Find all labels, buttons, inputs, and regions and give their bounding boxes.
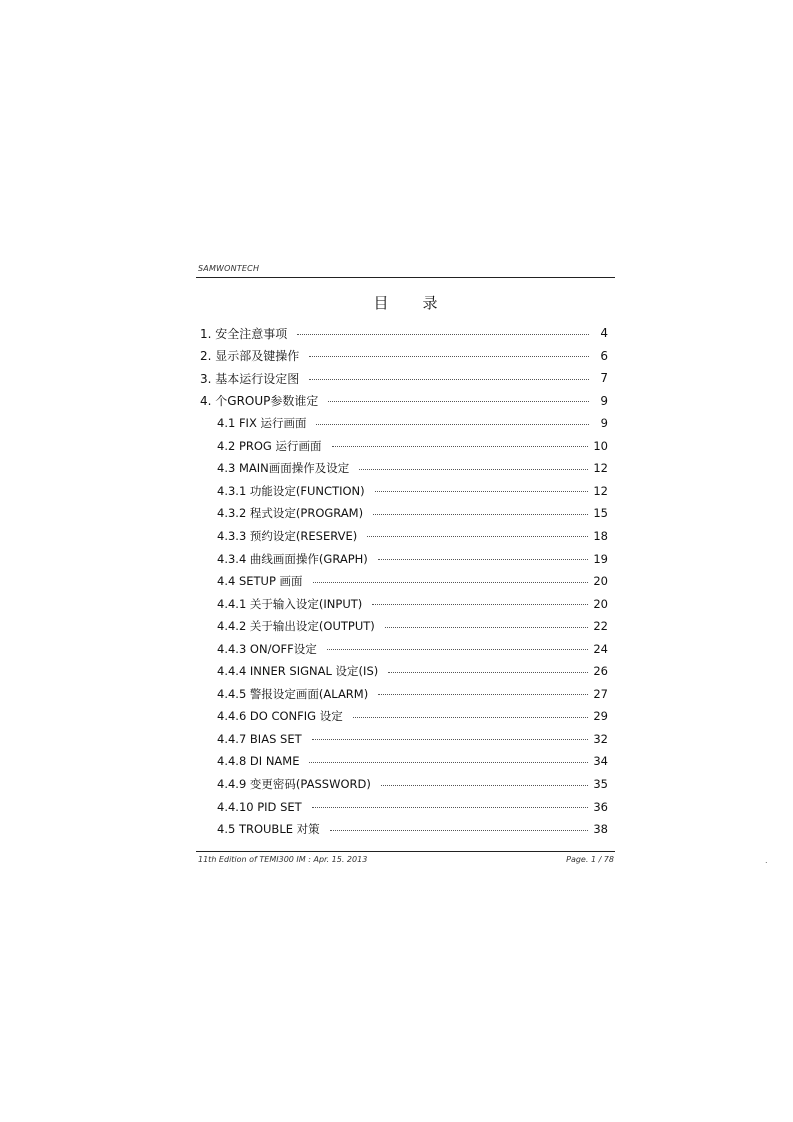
toc-title xyxy=(196,292,615,313)
toc-entry[interactable] xyxy=(200,548,608,570)
toc-entry-page: 34 xyxy=(593,754,608,769)
toc-entry-page: 26 xyxy=(593,664,608,679)
toc-entry-page: 12 xyxy=(593,461,608,476)
toc-entry-page: 19 xyxy=(593,551,608,566)
toc-dot-leader xyxy=(328,401,589,402)
toc-title-char-2: 录 xyxy=(422,294,438,312)
toc-entry[interactable] xyxy=(200,390,608,412)
toc-entry[interactable] xyxy=(200,322,608,344)
toc-entry-page: 12 xyxy=(593,483,608,498)
toc-entry-page: 29 xyxy=(593,709,608,724)
toc-entry-page: 7 xyxy=(600,371,608,386)
toc-entry-page: 36 xyxy=(593,799,608,814)
toc-entry-label: 4.4.4 INNER SIGNAL 设定(IS) xyxy=(217,664,379,679)
header-rule xyxy=(196,277,615,278)
toc-dot-leader xyxy=(353,717,589,718)
toc-dot-leader xyxy=(378,694,588,695)
toc-entry[interactable] xyxy=(200,818,608,840)
toc-dot-leader xyxy=(381,785,589,786)
toc-entry-page: 18 xyxy=(593,528,608,543)
toc-entry-label: 4. 个GROUP参数谁定 xyxy=(200,394,319,409)
toc-dot-leader xyxy=(378,559,589,560)
toc-dot-leader xyxy=(375,491,589,492)
toc-dot-leader xyxy=(385,627,589,628)
toc-entry[interactable] xyxy=(200,570,608,592)
toc-title-char-1: 目 xyxy=(373,294,389,312)
toc-entry[interactable] xyxy=(200,750,608,772)
toc-dot-leader xyxy=(327,649,589,650)
footer-edition: 11th Edition of TEMI300 IM : Apr. 15. 2013 xyxy=(198,855,368,864)
toc-entry[interactable] xyxy=(200,660,608,682)
toc-entry-label: 4.4.6 DO CONFIG 设定 xyxy=(217,709,343,724)
footer-rule xyxy=(196,851,615,852)
toc-dot-leader xyxy=(297,334,589,335)
toc-entry[interactable] xyxy=(200,728,608,750)
toc-entry[interactable] xyxy=(200,480,608,502)
toc-entry-label: 4.4.5 警报设定画面(ALARM) xyxy=(217,686,369,701)
toc-entry-page: 4 xyxy=(600,326,608,340)
toc-dot-leader xyxy=(373,514,588,515)
toc-entry-page: 9 xyxy=(600,393,608,408)
toc-dot-leader xyxy=(332,446,589,447)
toc-entry-label: 4.3.2 程式设定(PROGRAM) xyxy=(217,506,364,521)
toc-dot-leader xyxy=(309,762,588,763)
toc-entry[interactable] xyxy=(200,593,608,615)
toc-dot-leader xyxy=(309,356,589,357)
toc-entry-label: 4.5 TROUBLE 对策 xyxy=(217,822,320,837)
toc-entry[interactable] xyxy=(200,457,608,479)
toc-entry[interactable] xyxy=(200,615,608,637)
toc-entry[interactable] xyxy=(200,412,608,434)
toc-dot-leader xyxy=(312,739,589,740)
footer-page-number: Page. 1 / 78 xyxy=(566,855,614,864)
toc-entry-label: 4.4.8 DI NAME xyxy=(217,754,300,769)
toc-dot-leader xyxy=(316,424,589,425)
toc-entry-page: 20 xyxy=(593,596,608,611)
header-brand: SAMWONTECH xyxy=(198,264,260,273)
toc-entry-label: 4.2 PROG 运行画面 xyxy=(217,438,322,453)
toc-entry-label: 4.3.3 预约设定(RESERVE) xyxy=(217,528,358,543)
toc-entry-page: 24 xyxy=(593,641,608,656)
toc-entry[interactable] xyxy=(200,683,608,705)
toc-entry-label: 4.4.7 BIAS SET xyxy=(217,731,302,746)
toc-entry-page: 38 xyxy=(593,822,608,837)
toc-entry-label: 4.3 MAIN画面操作及设定 xyxy=(217,461,350,476)
stray-mark: . xyxy=(765,856,768,865)
toc-entry[interactable] xyxy=(200,345,608,367)
toc-dot-leader xyxy=(313,582,589,583)
toc-entry-label: 2. 显示部及键操作 xyxy=(200,349,300,364)
toc-entry-page: 10 xyxy=(593,438,608,453)
toc-entry[interactable] xyxy=(200,638,608,660)
toc-dot-leader xyxy=(388,672,588,673)
toc-entry[interactable] xyxy=(200,773,608,795)
toc-entry-label: 1. 安全注意事项 xyxy=(200,326,288,341)
toc-entry[interactable] xyxy=(200,367,608,389)
toc-entry-label: 4.4.9 变更密码(PASSWORD) xyxy=(217,777,371,791)
toc-dot-leader xyxy=(372,604,588,605)
toc-entry[interactable] xyxy=(200,705,608,727)
toc-entry-page: 22 xyxy=(593,619,608,634)
toc-entry-label: 4.4 SETUP 画面 xyxy=(217,574,303,589)
toc-entry-label: 4.3.1 功能设定(FUNCTION) xyxy=(217,483,365,498)
toc-entry-label: 4.1 FIX 运行画面 xyxy=(217,416,307,431)
toc-entry-page: 32 xyxy=(593,731,608,746)
toc-entry[interactable] xyxy=(200,435,608,457)
toc-entry[interactable] xyxy=(200,502,608,524)
toc-entry-page: 15 xyxy=(593,506,608,521)
toc-dot-leader xyxy=(312,807,589,808)
toc-dot-leader xyxy=(367,536,588,537)
toc-entry[interactable] xyxy=(200,525,608,547)
toc-dot-leader xyxy=(309,379,589,380)
toc-entry-page: 9 xyxy=(600,416,608,431)
toc-entry[interactable] xyxy=(200,796,608,818)
toc-dot-leader xyxy=(330,830,589,831)
toc-entry-label: 4.4.3 ON/OFF设定 xyxy=(217,641,317,656)
toc-entry-label: 4.4.1 关于输入设定(INPUT) xyxy=(217,596,363,611)
toc-entry-page: 6 xyxy=(600,348,608,363)
toc-dot-leader xyxy=(359,469,588,470)
toc-entry-page: 35 xyxy=(593,777,608,791)
toc-entry-label: 4.4.10 PID SET xyxy=(217,799,302,814)
toc-entry-label: 4.4.2 关于输出设定(OUTPUT) xyxy=(217,619,375,634)
toc-entry-label: 3. 基本运行设定图 xyxy=(200,371,300,386)
toc-entry-label: 4.3.4 曲线画面操作(GRAPH) xyxy=(217,551,368,566)
toc-entry-page: 20 xyxy=(593,574,608,589)
toc-entry-page: 27 xyxy=(593,686,608,701)
